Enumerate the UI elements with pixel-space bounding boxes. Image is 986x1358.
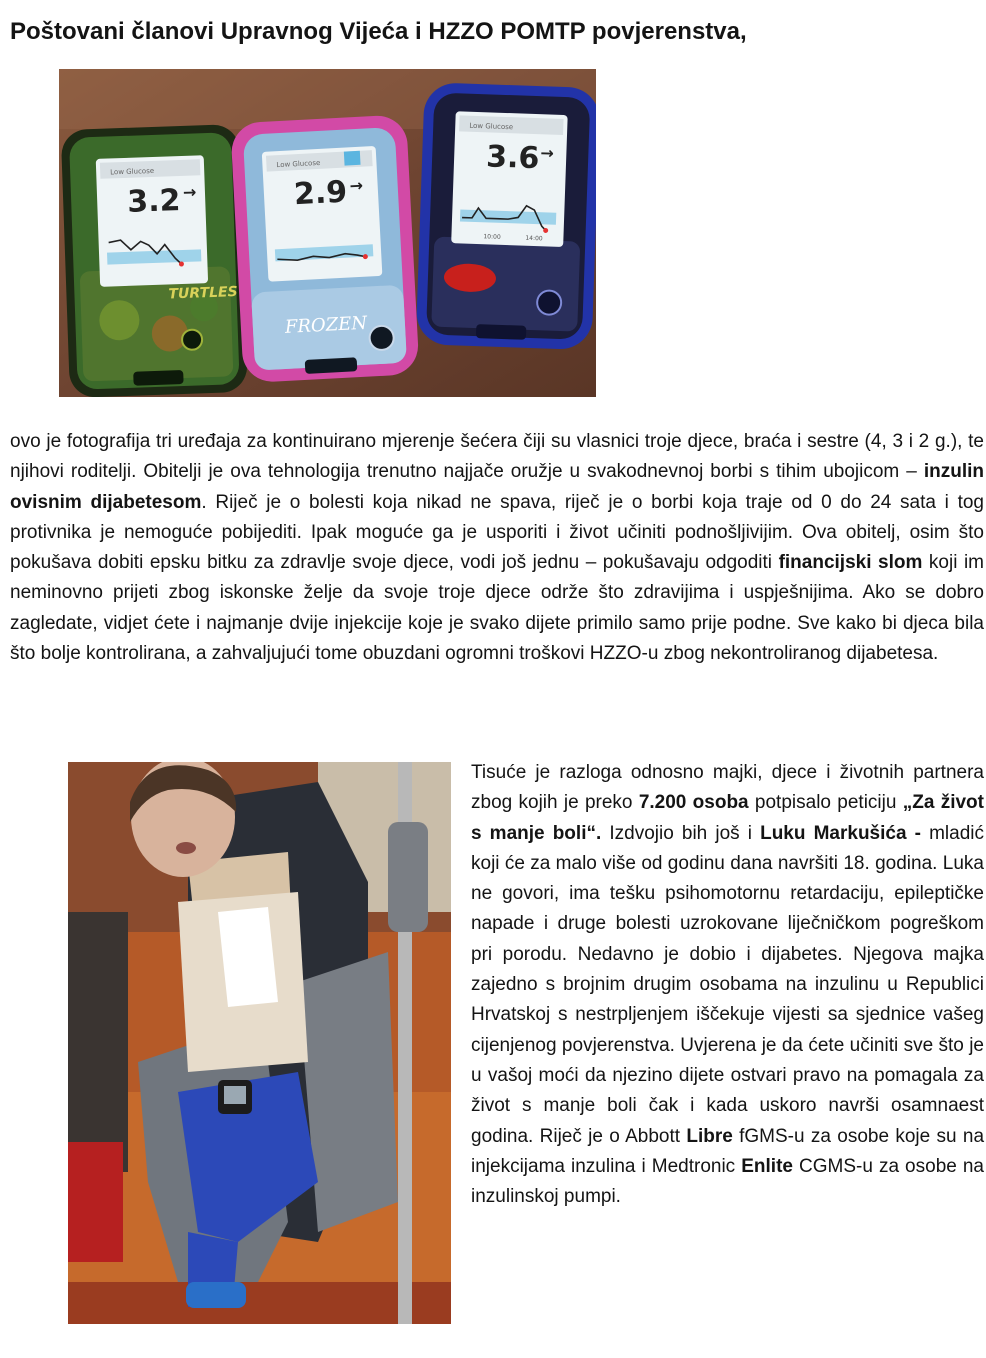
glucose-reading-3: 3.6	[485, 139, 540, 177]
para1-text-1: ovo je fotografija tri uređaja za kontinuirano mjerenje šećera čiji su vlasnici troje djece, braća i sestre (4, 3 i 2 g.), te njihovi roditelji. Obitelji je ova tehnologija trenutno najjače oružje u svakodnevnoj borbi s tihim ubojicom –	[10, 431, 984, 483]
trend-arrow-icon: →	[349, 175, 364, 196]
device-green	[61, 124, 248, 397]
para2-text-5: fGMS-u za osobe koje su na injekcijama inzulina i Medtronic	[471, 1125, 985, 1177]
case-label-frozen: FROZEN	[284, 312, 368, 338]
para2-bold-enlite: Enlite	[741, 1155, 793, 1177]
para2-text-4: mladić koji će za malo više od godinu dana navršiti 18. godina. Luka ne govori, ima tešku psihomotornu retardaciju, epileptičke napade i druge bolesti uzrokovane liječničkom pogreškom pri porodu. Nedavno je dobio i dijabetes. Njegova majka zajedno s brojnim drugim osobama na inzulinu u Republici Hrvatskoj s nestrpljenjem iščekuje vijesti sa sjednice vašeg cijenjenog povjerenstva. Uvjerena je da ćete učiniti sve što je u vašoj moći da njezino dijete ostvari pravo na pomagala za život s manje boli čak i kada uskoro navrši osamnaest godina. Riječ je o Abbott	[471, 822, 984, 1147]
para2-bold-count: 7.200 osoba	[638, 792, 749, 814]
trend-arrow-icon: →	[540, 143, 555, 163]
para2-text-3: Izdvojio bih još i	[601, 822, 761, 844]
para1-bold-diabetes: inzulin ovisnim dijabetesom	[10, 461, 984, 513]
para1-text-2: . Riječ je o bolesti koja nikad ne spava, riječ je o borbi koja traje od 0 do 24 sata i tog protivnika je nemoguće pobijediti. Ipak moguće ga je usporiti i život učiniti podnošljivijim. Ova obitelj, osim što pokušava dobiti epsku bitku za zdravlje svoje djece, vodi još jednu – pokušavaju odgoditi	[10, 491, 984, 574]
para2-text-6: CGMS-u za osobe na inzulinskoj pumpi.	[471, 1155, 985, 1208]
para2-text-1: Tisuće je razloga odnosno majki, djece i životnih partnera zbog kojih je preko	[471, 762, 984, 814]
axis-time: 10:00	[483, 233, 501, 241]
glucose-devices-photo	[59, 69, 596, 397]
trend-arrow-icon: →	[182, 182, 197, 202]
low-glucose-banner: Low Glucose	[469, 121, 514, 132]
case-label-turtles: TURTLES	[168, 284, 238, 303]
glucose-reading-2: 2.9	[293, 174, 349, 213]
device-pink	[230, 114, 419, 383]
para2-text-2: potpisalo peticiju	[748, 792, 903, 814]
low-glucose-banner: Low Glucose	[110, 166, 155, 177]
intro-paragraph	[10, 427, 984, 669]
luka-photo	[68, 762, 451, 1324]
petition-paragraph	[471, 758, 984, 1212]
device-blue	[416, 82, 596, 350]
para2-bold-libre: Libre	[686, 1125, 733, 1147]
glucose-reading-1: 3.2	[126, 183, 181, 220]
axis-time: 14:00	[525, 234, 543, 243]
low-glucose-banner: Low Glucose	[276, 158, 321, 170]
para1-text-3: koji im neminovno prijeti zbog iskonske želje da svoje troje djece održe što zdravijima i uspješnijima. Ako se dobro zagledate, vidjet ćete i najmanje dvije injekcije koje je svako dijete primilo samo prije podne. Sve kako bi djeca bila što bolje kontrolirana, a zahvaljujući tome obuzdani ogromni troškovi HZZO-u zbog nekontroliranog dijabetesa.	[10, 552, 985, 665]
para1-bold-financial: financijski slom	[778, 552, 923, 574]
page-title: Poštovani članovi Upravnog Vijeća i HZZO POMTP povjerenstva,	[10, 18, 747, 45]
para2-bold-name: Luku Markušića -	[760, 822, 921, 844]
para2-bold-petition: „Za život s manje boli“.	[471, 792, 984, 844]
